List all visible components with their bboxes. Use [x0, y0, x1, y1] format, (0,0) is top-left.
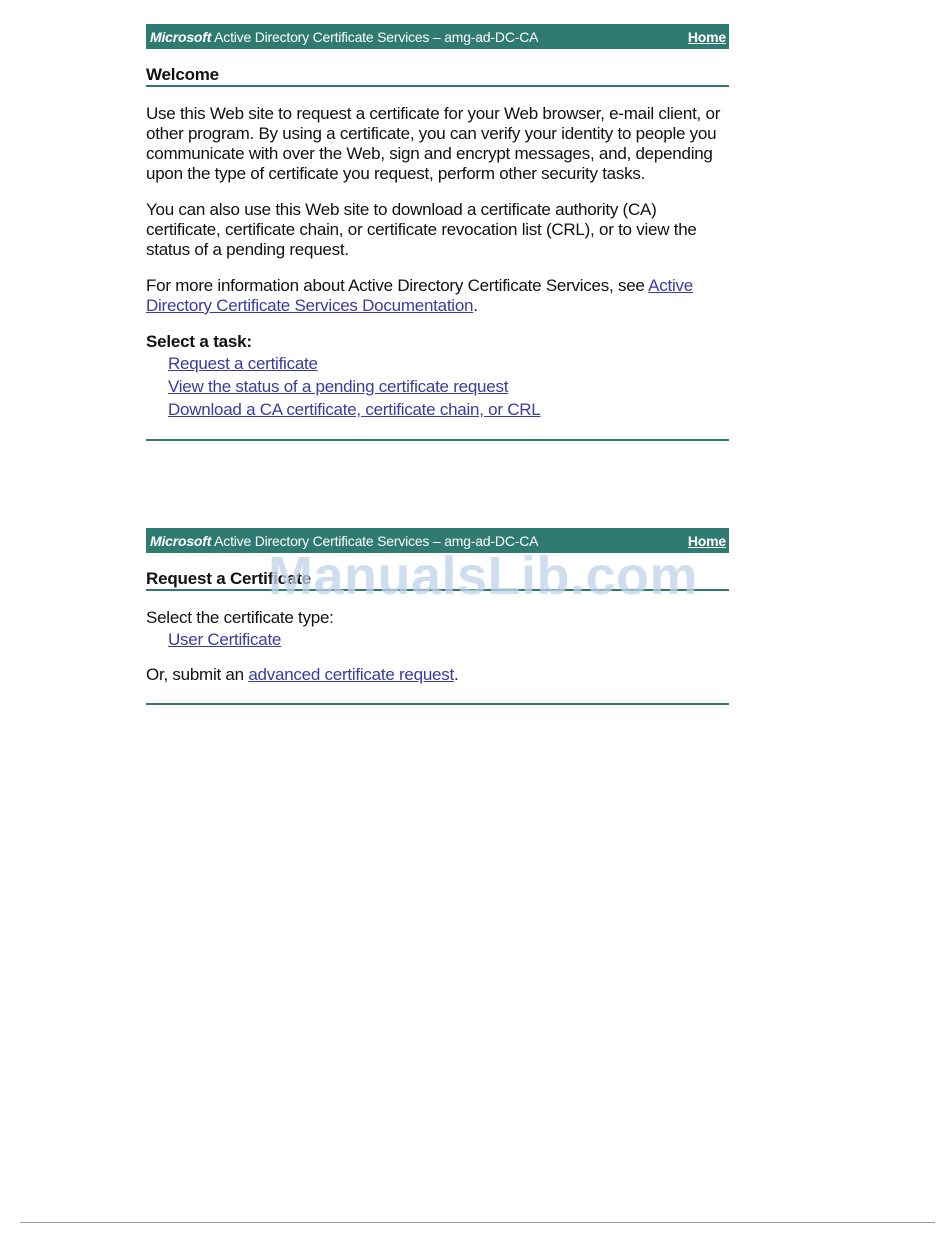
banner-service-name: Active Directory Certificate Services – amg-ad-DC-CA — [214, 532, 539, 549]
page-title: Request a Certificate — [146, 553, 729, 591]
info-paragraph — [146, 276, 729, 316]
banner-title — [150, 533, 538, 549]
banner-title — [150, 29, 538, 45]
section-divider — [146, 703, 729, 705]
view-pending-status-link[interactable]: View the status of a pending certificate request — [168, 377, 509, 396]
section-divider — [146, 439, 729, 441]
home-link[interactable]: Home — [687, 28, 726, 45]
info-period: . — [473, 296, 478, 315]
download-ca-certificate-link[interactable]: Download a CA certificate, certificate chain, or CRL — [168, 400, 541, 419]
advanced-request-link[interactable]: advanced certificate request — [248, 665, 454, 684]
documentation-link[interactable]: Active Directory Certificate Services Documentation — [146, 276, 693, 315]
advanced-request-period: . — [453, 665, 459, 684]
request-panel — [146, 528, 729, 705]
brand-name: Microsoft — [150, 532, 212, 549]
advanced-request-paragraph — [146, 665, 729, 685]
intro-paragraph: Use this Web site to request a certificate for your Web browser, e-mail client, or other program. By using a certificate, you can verify your identity to people you communicate with over the Web, sign and encrypt messages, and, depending upon the type of certificate you request, perform other security tasks. — [146, 104, 721, 183]
user-certificate-link[interactable]: User Certificate — [168, 630, 282, 649]
download-paragraph: You can also use this Web site to download a certificate authority (CA) certificate, certificate chain, or certificate revocation list (CRL), or to view the status of a pending request. — [146, 200, 697, 259]
request-certificate-link[interactable]: Request a certificate — [168, 354, 318, 373]
home-link[interactable]: Home — [687, 532, 726, 549]
select-task-heading: Select a task: — [146, 332, 252, 351]
select-type-label: Select the certificate type: — [146, 608, 334, 627]
page-footer-line — [20, 1222, 935, 1223]
brand-name: Microsoft — [150, 28, 212, 45]
welcome-panel — [146, 24, 729, 441]
page-title: Welcome — [146, 49, 729, 87]
header-banner — [146, 24, 729, 49]
advanced-request-text: Or, submit an — [146, 665, 249, 684]
watermark: ManualsLib.com — [268, 546, 699, 606]
header-banner — [146, 528, 729, 553]
info-text: For more information about Active Directory Certificate Services, see — [146, 276, 649, 295]
banner-service-name: Active Directory Certificate Services – amg-ad-DC-CA — [214, 28, 539, 45]
